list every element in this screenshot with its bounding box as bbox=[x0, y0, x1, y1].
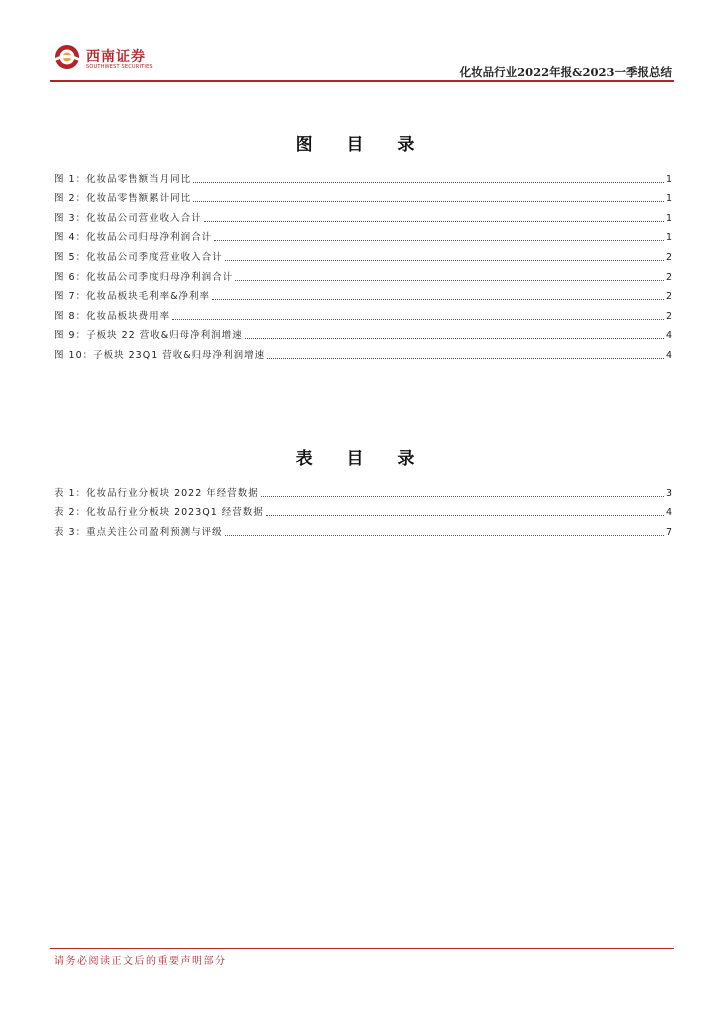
toc-entry[interactable] bbox=[54, 519, 672, 539]
toc-entry-label[interactable]: 图 8：化妆品板块费用率 bbox=[54, 310, 171, 322]
toc-entry-page[interactable]: 4 bbox=[665, 349, 672, 361]
toc-entry-label[interactable]: 图 1：化妆品零售额当月同比 bbox=[54, 173, 192, 185]
company-logo bbox=[54, 44, 164, 74]
logo-name: 西南证券 bbox=[86, 49, 146, 65]
toc-entry[interactable] bbox=[54, 166, 672, 186]
toc-entry-label[interactable]: 图 3：化妆品公司营业收入合计 bbox=[54, 212, 202, 224]
toc-entry[interactable] bbox=[54, 264, 672, 284]
toc-entry-page[interactable]: 2 bbox=[665, 271, 672, 283]
logo-mark-icon bbox=[54, 44, 80, 70]
dot-leader bbox=[212, 299, 664, 300]
toc-entry-page[interactable]: 3 bbox=[665, 487, 672, 499]
toc-entry[interactable] bbox=[54, 284, 672, 304]
table-toc-title: 表 目 录 bbox=[295, 449, 429, 469]
footer-divider bbox=[50, 948, 674, 949]
dot-leader bbox=[225, 260, 664, 261]
toc-entry[interactable] bbox=[54, 244, 672, 264]
toc-entry-page[interactable]: 1 bbox=[665, 212, 672, 224]
dot-leader bbox=[172, 319, 664, 320]
toc-entry-label[interactable]: 表 2：化妆品行业分板块 2023Q1 经营数据 bbox=[54, 507, 264, 519]
dot-leader bbox=[214, 240, 664, 241]
dot-leader bbox=[261, 496, 664, 497]
toc-entry[interactable] bbox=[54, 342, 672, 362]
toc-entry-page[interactable]: 4 bbox=[665, 330, 672, 342]
dot-leader bbox=[225, 535, 664, 536]
toc-entry-page[interactable]: 2 bbox=[665, 251, 672, 263]
toc-entry[interactable] bbox=[54, 480, 672, 500]
toc-entry-page[interactable]: 1 bbox=[665, 173, 672, 185]
toc-entry-page[interactable]: 2 bbox=[665, 291, 672, 303]
toc-entry[interactable] bbox=[54, 186, 672, 206]
toc-entry-label[interactable]: 表 1：化妆品行业分板块 2022 年经营数据 bbox=[54, 487, 259, 499]
toc-entry-label[interactable]: 图 6：化妆品公司季度归母净利润合计 bbox=[54, 271, 234, 283]
toc-entry-label[interactable]: 表 3：重点关注公司盈利预测与评级 bbox=[54, 526, 223, 538]
toc-entry[interactable] bbox=[54, 500, 672, 520]
toc-entry-label[interactable]: 图 5：化妆品公司季度营业收入合计 bbox=[54, 251, 223, 263]
toc-entry-label[interactable]: 图 10：子板块 23Q1 营收&归母净利润增速 bbox=[54, 349, 266, 361]
figure-toc-list bbox=[54, 166, 672, 362]
dot-leader bbox=[193, 182, 664, 183]
toc-entry[interactable] bbox=[54, 225, 672, 245]
disclaimer-notice: 请务必阅读正文后的重要声明部分 bbox=[54, 956, 227, 967]
header-divider bbox=[50, 80, 674, 82]
toc-entry[interactable] bbox=[54, 205, 672, 225]
toc-entry-page[interactable]: 1 bbox=[665, 232, 672, 244]
table-toc-list bbox=[54, 480, 672, 539]
toc-entry-label[interactable]: 图 7：化妆品板块毛利率&净利率 bbox=[54, 291, 210, 303]
toc-entry[interactable] bbox=[54, 323, 672, 343]
toc-entry-page[interactable]: 1 bbox=[665, 193, 672, 205]
dot-leader bbox=[204, 221, 664, 222]
dot-leader bbox=[266, 515, 664, 516]
toc-entry-page[interactable]: 4 bbox=[665, 507, 672, 519]
toc-entry-label[interactable]: 图 2：化妆品零售额累计同比 bbox=[54, 193, 192, 205]
report-title: 化妆品行业2022年报&2023一季报总结 bbox=[459, 65, 672, 79]
dot-leader bbox=[235, 280, 664, 281]
dot-leader bbox=[267, 358, 664, 359]
toc-entry[interactable] bbox=[54, 303, 672, 323]
dot-leader bbox=[193, 201, 664, 202]
toc-entry-label[interactable]: 图 4：化妆品公司归母净利润合计 bbox=[54, 232, 213, 244]
toc-entry-page[interactable]: 7 bbox=[665, 526, 672, 538]
toc-entry-page[interactable]: 2 bbox=[665, 310, 672, 322]
logo-english-name: SOUTHWEST SECURITIES bbox=[86, 64, 153, 70]
page-header bbox=[0, 0, 724, 82]
dot-leader bbox=[245, 338, 664, 339]
figure-toc-title: 图 目 录 bbox=[295, 135, 429, 155]
toc-entry-label[interactable]: 图 9：子板块 22 营收&归母净利润增速 bbox=[54, 330, 243, 342]
